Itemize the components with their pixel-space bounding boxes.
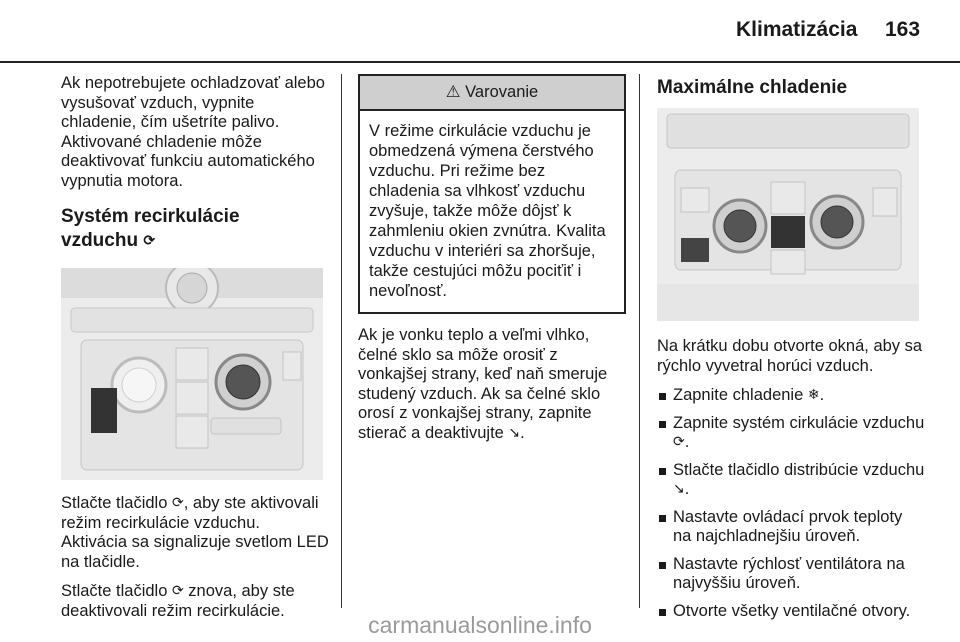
control-panel-image <box>657 108 919 321</box>
control-panel-image <box>61 268 323 480</box>
steps-list <box>657 386 925 621</box>
warning-text: V režime cirkulácie vzduchu je obmedzená výmena čerstvého vzduchu. Pri režime bez chladenia sa vlhkosť vzduchu zvyšuje, takže môže dôjsť k zahmleniu okien zvnútra. Kvalita vzduchu v interiéri sa zhoršuje, takže cestujúci môžu pociťiť i nevoľnosť. <box>369 122 606 300</box>
air-distribution-icon: ↘ <box>673 480 685 496</box>
snowflake-icon: ❄ <box>807 386 820 402</box>
intro-paragraph: Ak nepotrebujete ochladzovať alebo vysušovať vzduch, vypnite chladenie, čím ušetríte palivo. Aktivované chladenie môže deaktivovať funkciu automatického vypnutia motora. <box>61 74 325 190</box>
page-number: 163 <box>885 18 921 41</box>
list-item: Stlačte tlačidlo distribúcie vzduchu ↘. <box>657 461 925 500</box>
intro-paragraph: Na krátku dobu otvorte okná, aby sa rýchlo vyvetral horúci vzduch. <box>657 337 923 375</box>
page-title: Klimatizácia <box>736 18 858 41</box>
instruction-deactivate: Stlačte tlačidlo ⟳ znova, aby ste deaktivovali režim recirkulácie. <box>61 582 295 620</box>
recirculation-icon: ⟳ <box>171 494 184 510</box>
list-item: Nastavte ovládací prvok teploty na najchladnejšiu úroveň. <box>657 508 925 547</box>
fog-paragraph: Ak je vonku teplo a veľmi vlhko, čelné sklo sa môže orosiť z vonkajšej strany, keď naň smeruje studený vzduch. Ak sa čelné sklo orosí z vonkajšej strany, zapnite stierač a deaktivujte ↘. <box>358 326 608 442</box>
section-heading-max-cooling: Maximálne chladenie <box>657 77 848 98</box>
header-rule <box>0 61 960 63</box>
watermark: carmanualsonline.info <box>368 612 592 638</box>
warning-box <box>358 74 626 314</box>
recirculation-icon: ⟳ <box>673 433 685 449</box>
list-item: Zapnite chladenie ❄. <box>657 386 925 406</box>
column-1 <box>61 74 329 631</box>
column-2 <box>358 74 626 453</box>
warning-header <box>360 76 624 111</box>
column-divider <box>639 74 640 608</box>
instruction-activate: Stlačte tlačidlo ⟳, aby ste aktivovali režim recirkulácie vzduchu. Aktivácia sa signalizuje svetlom LED na tlačidle. <box>61 494 329 571</box>
list-item: Zapnite systém cirkulácie vzduchu ⟳. <box>657 414 925 453</box>
warning-icon: ⚠ <box>445 83 461 101</box>
air-distribution-icon: ↘ <box>508 423 521 440</box>
recirculation-icon: ⟳ <box>143 232 156 248</box>
list-item: Nastavte rýchlosť ventilátora na najvyššiu úroveň. <box>657 555 925 594</box>
column-divider <box>341 74 342 608</box>
recirculation-icon: ⟳ <box>171 582 184 598</box>
list-item: Otvorte všetky ventilačné otvory. <box>657 602 925 622</box>
warning-title: Varovanie <box>465 83 539 101</box>
column-3 <box>657 74 925 629</box>
section-heading-recirculation: Systém recirkulácie vzduchu ⟳ <box>61 206 240 251</box>
